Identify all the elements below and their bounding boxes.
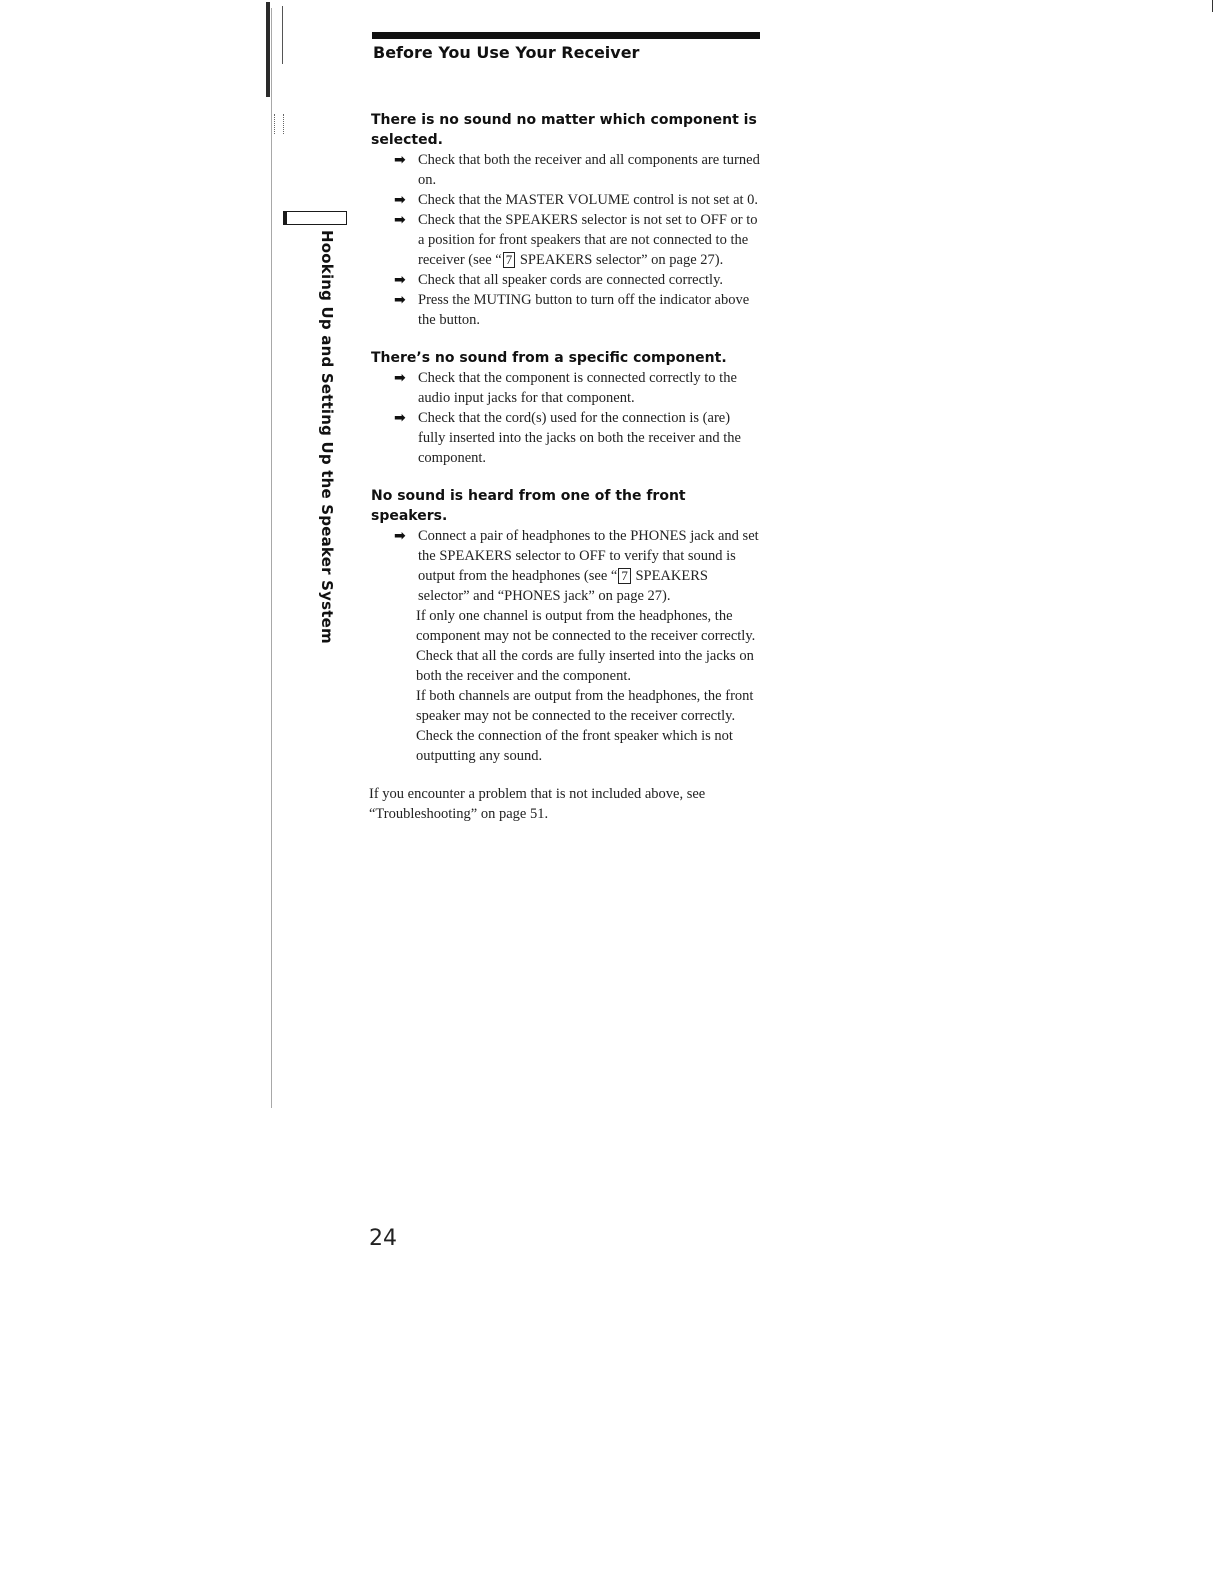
scan-edge-mark	[266, 2, 270, 97]
section-no-sound-specific-component	[369, 348, 761, 468]
header-rule	[372, 32, 760, 39]
section-heading: No sound is heard from one of the front speakers.	[371, 488, 686, 524]
side-tab-marker	[283, 211, 347, 225]
list-item-text: Check that the component is connected correctly to the audio input jacks for that component.	[418, 370, 737, 406]
list-item-text: Press the MUTING button to turn off the indicator above the button.	[418, 292, 750, 328]
scan-edge-line	[1212, 0, 1213, 12]
section-heading: There is no sound no matter which component is selected.	[371, 112, 757, 148]
list-item-text: Check that the MASTER VOLUME control is not set at 0.	[418, 192, 759, 208]
list-item	[369, 290, 761, 330]
arrow-icon: ➡	[394, 192, 406, 208]
boxed-number: 7	[503, 252, 516, 268]
list-item-text: Check that the SPEAKERS selector is not set to OFF or to a position for front speakers that are not connected to the receiver (see “	[418, 212, 758, 268]
list-item	[369, 368, 761, 408]
scan-edge-line	[282, 6, 283, 64]
scan-edge-line	[271, 8, 272, 1108]
arrow-icon: ➡	[394, 370, 406, 386]
page-title: Before You Use Your Receiver	[373, 43, 640, 62]
paragraph: If both channels are output from the headphones, the front speaker may not be connected to the receiver correctly. Check the connection of the front speaker which is not outputting any sound.	[416, 688, 754, 764]
arrow-icon: ➡	[394, 152, 406, 168]
scan-speck	[274, 114, 284, 134]
list-item-text: SPEAKERS selector” and “PHONES jack” on page 27).	[418, 568, 708, 604]
side-tab-label: Hooking Up and Setting Up the Speaker System	[318, 230, 336, 644]
list-item	[369, 210, 761, 270]
section-no-sound-any-component	[369, 110, 761, 330]
footer-note: If you encounter a problem that is not included above, see “Troubleshooting” on page 51.	[369, 786, 706, 822]
list-item-text: Connect a pair of headphones to the PHONES jack and set the SPEAKERS selector to OFF to verify that sound is output from the headphones (see “	[418, 528, 759, 584]
list-item	[369, 270, 761, 290]
arrow-icon: ➡	[394, 212, 406, 228]
list-item-text: Check that all speaker cords are connected correctly.	[418, 272, 724, 288]
arrow-icon: ➡	[394, 292, 406, 308]
section-no-sound-front-speaker	[369, 486, 761, 766]
list-item	[369, 150, 761, 190]
boxed-number: 7	[618, 568, 631, 584]
troubleshooting-content	[369, 110, 761, 824]
list-item-text: Check that the cord(s) used for the connection is (are) fully inserted into the jacks on both the receiver and the component.	[418, 410, 741, 466]
section-heading: There’s no sound from a specific component.	[371, 350, 727, 366]
arrow-icon: ➡	[394, 410, 406, 426]
arrow-icon: ➡	[394, 272, 406, 288]
list-item	[369, 190, 761, 210]
list-item-text: SPEAKERS selector” on page 27).	[516, 252, 724, 268]
list-item-text: Check that both the receiver and all components are turned on.	[418, 152, 760, 188]
paragraph: If only one channel is output from the headphones, the component may not be connected to the receiver correctly. Check that all the cords are fully inserted into the jacks on both the receiver and the component.	[416, 608, 756, 684]
arrow-icon: ➡	[394, 528, 406, 544]
page-number: 24	[369, 1226, 397, 1251]
list-item	[369, 408, 761, 468]
list-item	[369, 526, 761, 606]
